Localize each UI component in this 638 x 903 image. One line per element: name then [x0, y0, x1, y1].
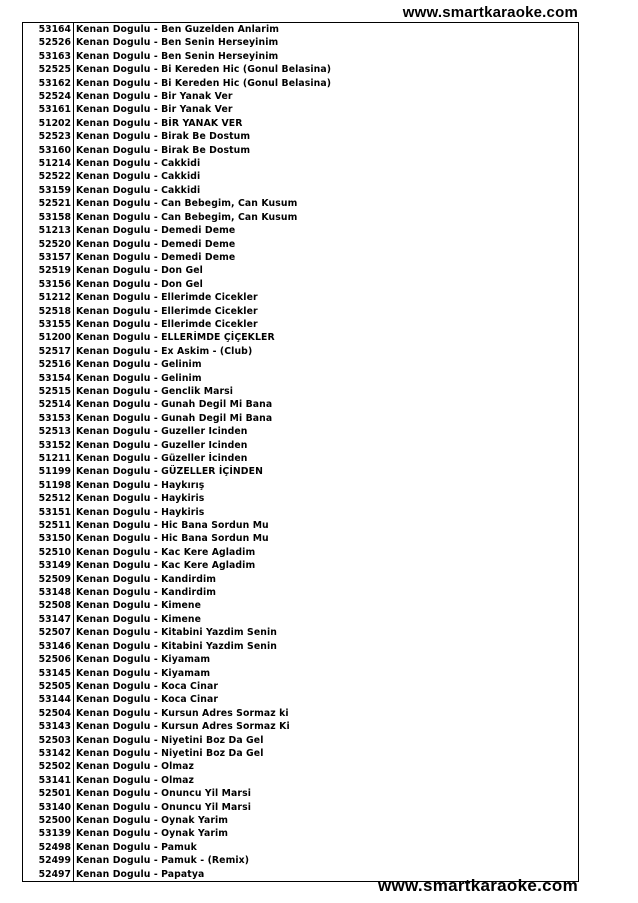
- song-title: Kenan Dogulu - Ex Askim - (Club): [76, 345, 253, 357]
- song-number: 52499: [23, 854, 74, 867]
- song-number: 52508: [23, 599, 74, 612]
- song-number: 53139: [23, 827, 74, 840]
- song-number: 51211: [23, 452, 74, 465]
- song-number: 53157: [23, 251, 74, 264]
- table-row: [23, 532, 578, 545]
- table-row: [23, 412, 578, 425]
- song-number: 53150: [23, 532, 74, 545]
- song-title: Kenan Dogulu - Can Bebegim, Can Kusum: [76, 198, 298, 210]
- table-row: [23, 492, 578, 505]
- song-title: Kenan Dogulu - Kursun Adres Sormaz ki: [76, 707, 289, 719]
- song-number: 52511: [23, 519, 74, 532]
- song-number: 51214: [23, 157, 74, 170]
- song-title: Kenan Dogulu - ELLERİMDE ÇİÇEKLER: [76, 332, 275, 344]
- song-number: 52518: [23, 305, 74, 318]
- song-number: 52497: [23, 868, 74, 881]
- song-title: Kenan Dogulu - Demedi Deme: [76, 251, 236, 263]
- table-row: [23, 626, 578, 639]
- table-row: [23, 720, 578, 733]
- song-number: 51212: [23, 291, 74, 304]
- song-number: 52500: [23, 814, 74, 827]
- song-title: Kenan Dogulu - Papatya: [76, 868, 205, 880]
- table-row: [23, 90, 578, 103]
- table-row: [23, 693, 578, 706]
- table-row: [23, 398, 578, 411]
- song-number: 53141: [23, 774, 74, 787]
- song-title: Kenan Dogulu - Guzeller Icinden: [76, 426, 248, 438]
- song-title: Kenan Dogulu - Olmaz: [76, 774, 195, 786]
- song-number: 52522: [23, 170, 74, 183]
- table-row: [23, 774, 578, 787]
- table-row: [23, 385, 578, 398]
- song-title: Kenan Dogulu - Kimene: [76, 600, 202, 612]
- table-row: [23, 77, 578, 90]
- table-row: [23, 305, 578, 318]
- song-number: 51198: [23, 479, 74, 492]
- song-title: Kenan Dogulu - Ben Senin Herseyinim: [76, 37, 279, 49]
- song-title: Kenan Dogulu - Koca Cinar: [76, 694, 219, 706]
- song-number: 53163: [23, 50, 74, 63]
- table-row: [23, 264, 578, 277]
- table-row: [23, 680, 578, 693]
- table-row: [23, 130, 578, 143]
- song-number: 52505: [23, 680, 74, 693]
- table-row: [23, 425, 578, 438]
- song-title: Kenan Dogulu - Gunah Degil Mi Bana: [76, 399, 273, 411]
- song-title: Kenan Dogulu - Gelinim: [76, 359, 202, 371]
- song-number: 52507: [23, 626, 74, 639]
- song-number: 53156: [23, 278, 74, 291]
- table-row: [23, 546, 578, 559]
- table-row: [23, 760, 578, 773]
- table-row: [23, 573, 578, 586]
- table-row: [23, 358, 578, 371]
- table-row: [23, 707, 578, 720]
- table-row: [23, 184, 578, 197]
- song-title: Kenan Dogulu - Kandirdim: [76, 573, 217, 585]
- song-title: Kenan Dogulu - Birak Be Dostum: [76, 131, 251, 143]
- song-number: 53149: [23, 559, 74, 572]
- song-number: 52510: [23, 546, 74, 559]
- song-title: Kenan Dogulu - Birak Be Dostum: [76, 144, 251, 156]
- song-number: 53159: [23, 184, 74, 197]
- song-title: Kenan Dogulu - Kitabini Yazdim Senin: [76, 627, 277, 639]
- song-title: Kenan Dogulu - Kitabini Yazdim Senin: [76, 640, 277, 652]
- song-number: 51202: [23, 117, 74, 130]
- song-number: 52501: [23, 787, 74, 800]
- song-title: Kenan Dogulu - Kiyamam: [76, 667, 211, 679]
- table-row: [23, 23, 578, 36]
- song-title: Kenan Dogulu - Niyetini Boz Da Gel: [76, 747, 264, 759]
- song-number: 53142: [23, 747, 74, 760]
- song-number: 53160: [23, 144, 74, 157]
- song-number: 51199: [23, 465, 74, 478]
- song-title: Kenan Dogulu - Guzeller Icinden: [76, 439, 248, 451]
- song-number: 52526: [23, 36, 74, 49]
- table-row: [23, 653, 578, 666]
- song-title: Kenan Dogulu - Ellerimde Cicekler: [76, 305, 258, 317]
- table-row: [23, 586, 578, 599]
- song-title: Kenan Dogulu - Haykırış: [76, 479, 205, 491]
- table-row: [23, 452, 578, 465]
- song-title: Kenan Dogulu - Can Bebegim, Can Kusum: [76, 211, 298, 223]
- song-title: Kenan Dogulu - Demedi Deme: [76, 225, 236, 237]
- table-row: [23, 854, 578, 867]
- song-title: Kenan Dogulu - Niyetini Boz Da Gel: [76, 734, 264, 746]
- song-title: Kenan Dogulu - Onuncu Yil Marsi: [76, 788, 252, 800]
- song-title: Kenan Dogulu - Onuncu Yil Marsi: [76, 801, 252, 813]
- song-number: 51200: [23, 331, 74, 344]
- table-row: [23, 103, 578, 116]
- song-number: 52524: [23, 90, 74, 103]
- song-number: 52504: [23, 707, 74, 720]
- song-number: 53146: [23, 640, 74, 653]
- song-title: Kenan Dogulu - Kandirdim: [76, 587, 217, 599]
- song-number: 53153: [23, 412, 74, 425]
- song-title: Kenan Dogulu - Hic Bana Sordun Mu: [76, 520, 269, 532]
- song-title: Kenan Dogulu - Kiyamam: [76, 654, 211, 666]
- song-number: 51213: [23, 224, 74, 237]
- song-title: Kenan Dogulu - BİR YANAK VER: [76, 117, 243, 129]
- song-number: 52513: [23, 425, 74, 438]
- song-title: Kenan Dogulu - Ellerimde Cicekler: [76, 292, 258, 304]
- song-number: 52514: [23, 398, 74, 411]
- song-title: Kenan Dogulu - Kursun Adres Sormaz Ki: [76, 721, 290, 733]
- table-row: [23, 224, 578, 237]
- song-number: 53154: [23, 372, 74, 385]
- song-title: Kenan Dogulu - Kimene: [76, 613, 202, 625]
- song-title: Kenan Dogulu - Ben Guzelden Anlarim: [76, 24, 280, 35]
- song-title: Kenan Dogulu - Demedi Deme: [76, 238, 236, 250]
- song-number: 52509: [23, 573, 74, 586]
- song-title: Kenan Dogulu - Don Gel: [76, 278, 203, 290]
- song-title: Kenan Dogulu - Güzeller İcinden: [76, 453, 248, 464]
- song-title: Kenan Dogulu - Haykiris: [76, 506, 205, 518]
- song-number: 53161: [23, 103, 74, 116]
- song-title: Kenan Dogulu - Gelinim: [76, 372, 202, 384]
- table-row: [23, 519, 578, 532]
- song-title: Kenan Dogulu - Hic Bana Sordun Mu: [76, 533, 269, 545]
- table-row: [23, 439, 578, 452]
- song-number: 53143: [23, 720, 74, 733]
- song-title: Kenan Dogulu - Cakkidi: [76, 171, 201, 183]
- song-number: 52512: [23, 492, 74, 505]
- song-title: Kenan Dogulu - Pamuk - (Remix): [76, 855, 250, 867]
- song-number: 53164: [23, 23, 74, 36]
- song-title: Kenan Dogulu - Ellerimde Cicekler: [76, 318, 258, 330]
- song-number: 53158: [23, 211, 74, 224]
- table-row: [23, 331, 578, 344]
- table-row: [23, 170, 578, 183]
- song-number: 53147: [23, 613, 74, 626]
- table-row: [23, 465, 578, 478]
- table-row: [23, 479, 578, 492]
- song-number: 53155: [23, 318, 74, 331]
- footer-website: www.smartkaraoke.com: [377, 876, 578, 895]
- song-title: Kenan Dogulu - Bir Yanak Ver: [76, 104, 233, 116]
- song-title: Kenan Dogulu - Oynak Yarim: [76, 814, 229, 826]
- table-row: [23, 197, 578, 210]
- song-title: Kenan Dogulu - Don Gel: [76, 265, 203, 277]
- song-number: 52519: [23, 264, 74, 277]
- song-number: 52516: [23, 358, 74, 371]
- song-title: Kenan Dogulu - Kac Kere Agladim: [76, 560, 256, 572]
- song-title: Kenan Dogulu - Bir Yanak Ver: [76, 91, 233, 103]
- song-number: 52503: [23, 734, 74, 747]
- song-number: 52517: [23, 345, 74, 358]
- song-number: 53151: [23, 506, 74, 519]
- table-row: [23, 211, 578, 224]
- table-row: [23, 559, 578, 572]
- table-row: [23, 345, 578, 358]
- table-row: [23, 667, 578, 680]
- table-row: [23, 278, 578, 291]
- song-title: Kenan Dogulu - Pamuk: [76, 841, 197, 853]
- table-row: [23, 734, 578, 747]
- table-row: [23, 814, 578, 827]
- song-list: [23, 23, 578, 881]
- table-row: [23, 506, 578, 519]
- song-number: 52523: [23, 130, 74, 143]
- song-title: Kenan Dogulu - Haykiris: [76, 493, 205, 505]
- song-title: Kenan Dogulu - Oynak Yarim: [76, 828, 229, 840]
- table-row: [23, 372, 578, 385]
- song-title: Kenan Dogulu - Bi Kereden Hic (Gonul Belasina): [76, 64, 332, 76]
- table-row: [23, 841, 578, 854]
- song-title: Kenan Dogulu - Koca Cinar: [76, 680, 219, 692]
- song-number: 53140: [23, 801, 74, 814]
- song-title: Kenan Dogulu - Cakkidi: [76, 158, 201, 170]
- table-row: [23, 238, 578, 251]
- song-number: 52506: [23, 653, 74, 666]
- song-number: 53162: [23, 77, 74, 90]
- song-title: Kenan Dogulu - Bi Kereden Hic (Gonul Belasina): [76, 77, 332, 89]
- table-row: [23, 291, 578, 304]
- table-row: [23, 827, 578, 840]
- table-row: [23, 747, 578, 760]
- table-row: [23, 640, 578, 653]
- table-row: [23, 144, 578, 157]
- song-title: Kenan Dogulu - Kac Kere Agladim: [76, 546, 256, 558]
- table-row: [23, 117, 578, 130]
- song-title: Kenan Dogulu - Ben Senin Herseyinim: [76, 50, 279, 62]
- song-number: 53152: [23, 439, 74, 452]
- table-row: [23, 50, 578, 63]
- header-website: www.smartkaraoke.com: [402, 4, 578, 21]
- table-row: [23, 318, 578, 331]
- song-number: 52498: [23, 841, 74, 854]
- song-number: 52525: [23, 63, 74, 76]
- table-row: [23, 157, 578, 170]
- song-number: 53144: [23, 693, 74, 706]
- table-row: [23, 599, 578, 612]
- song-title: Kenan Dogulu - Cakkidi: [76, 184, 201, 196]
- song-title: Kenan Dogulu - Gunah Degil Mi Bana: [76, 412, 273, 424]
- song-number: 53145: [23, 667, 74, 680]
- song-number: 52520: [23, 238, 74, 251]
- song-number: 52515: [23, 385, 74, 398]
- table-row: [23, 63, 578, 76]
- song-number: 53148: [23, 586, 74, 599]
- song-title: Kenan Dogulu - Genclik Marsi: [76, 385, 234, 397]
- table-row: [23, 36, 578, 49]
- song-table: [22, 22, 579, 882]
- song-title: Kenan Dogulu - Olmaz: [76, 761, 195, 773]
- table-row: [23, 613, 578, 626]
- table-row: [23, 787, 578, 800]
- song-number: 52502: [23, 760, 74, 773]
- song-title: Kenan Dogulu - GÜZELLER İÇİNDEN: [76, 466, 263, 478]
- song-number: 52521: [23, 197, 74, 210]
- table-row: [23, 251, 578, 264]
- table-row: [23, 801, 578, 814]
